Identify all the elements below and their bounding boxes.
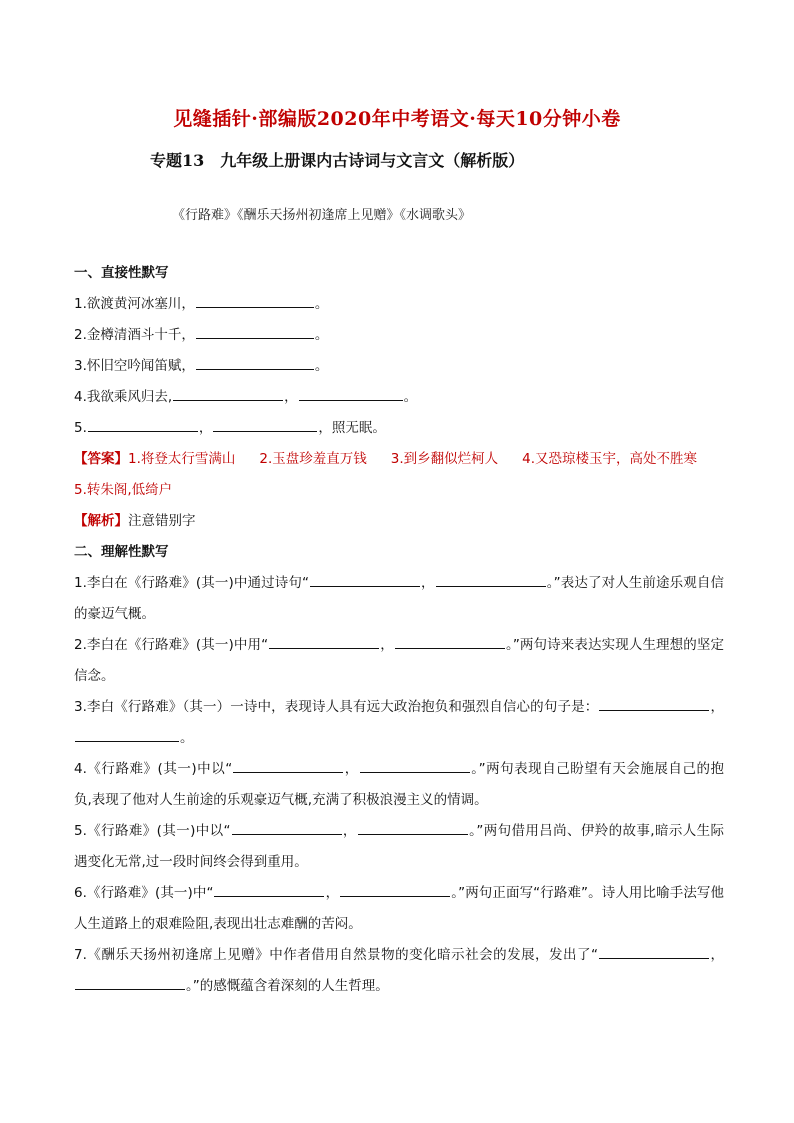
question-text: ，照无眠。 (318, 420, 386, 436)
answer-item: 2.玉盘珍羞直万钱 (259, 451, 367, 467)
answer-blank[interactable] (75, 975, 185, 990)
document-content (74, 258, 724, 1002)
question-text: 5. (74, 420, 87, 436)
answer-block (74, 444, 724, 506)
section1-heading: 一、直接性默写 (74, 265, 169, 281)
answer-blank[interactable] (599, 944, 709, 959)
s1-question-4 (74, 382, 724, 413)
s1-question-1 (74, 289, 724, 320)
question-text: 。”两句诗来表达实现人生理想的坚定信念。 (74, 637, 725, 684)
question-text: 3.李白《行路难》（其一）一诗中，表现诗人具有远大政治抱负和强烈自信心的句子是： (74, 699, 599, 715)
answer-blank[interactable] (310, 572, 420, 587)
answer-blank[interactable] (232, 820, 342, 835)
question-text: 。”两句正面写“行路难”。诗人用比喻手法写他人生道路上的艰难险阻,表现出壮志难酬的苦闷。 (74, 885, 725, 932)
answer-item: 3.到乡翻似烂柯人 (390, 451, 499, 467)
answer-label: 【答案】 (74, 451, 128, 467)
answer-blank[interactable] (599, 696, 709, 711)
question-text: ， (710, 699, 724, 715)
answer-blank[interactable] (196, 355, 314, 370)
question-text: 2.金樽清酒斗十千， (74, 327, 195, 343)
section2-heading: 二、理解性默写 (74, 544, 169, 560)
answer-blank[interactable] (340, 882, 450, 897)
question-text: 。 (403, 389, 418, 405)
question-text: 2.李白在《行路难》(其一)中用“ (74, 637, 269, 653)
answer-blank[interactable] (360, 758, 470, 773)
answer-blank[interactable] (436, 572, 546, 587)
document-title: 见缝插针·部编版2020年中考语文·每天10分钟小卷 (173, 108, 621, 130)
question-text: 。 (314, 358, 329, 374)
question-text: ， (198, 420, 213, 436)
question-text: ， (342, 823, 357, 839)
answer-blank[interactable] (214, 882, 324, 897)
s2-question-3 (74, 692, 724, 754)
s2-question-4 (74, 754, 724, 816)
s2-question-6 (74, 878, 724, 940)
analysis-text: 注意错别字 (128, 513, 196, 529)
answer-blank[interactable] (196, 293, 314, 308)
question-text: 4.《行路难》(其一)中以“ (74, 761, 233, 777)
answer-blank[interactable] (358, 820, 468, 835)
question-text: ， (325, 885, 340, 901)
answer-blank[interactable] (88, 417, 198, 432)
question-text: 。 (314, 296, 329, 312)
s1-question-2 (74, 320, 724, 351)
question-text: 5.《行路难》(其一)中以“ (74, 823, 231, 839)
answer-blank[interactable] (75, 727, 179, 742)
answer-blank[interactable] (395, 634, 505, 649)
question-text: 。 (180, 730, 194, 746)
question-text: 。 (314, 327, 329, 343)
analysis-block (74, 506, 724, 537)
answer-item: 4.又恐琼楼玉宇，高处不胜寒 (522, 451, 698, 467)
poem-list: 《行路难》《酬乐天扬州初逢席上见赠》《水调歌头》 (172, 208, 472, 223)
answer-item: 1.将登太行雪满山 (128, 451, 236, 467)
answer-blank[interactable] (299, 386, 403, 401)
question-text: 。”两句表现自己盼望有天会施展自己的抱负,表现了他对人生前途的乐观豪迈气概,充满了积极浪漫主义的情调。 (74, 761, 725, 808)
answer-blank[interactable] (269, 634, 379, 649)
question-text: 。”两句借用吕尚、伊羚的故事,暗示人生际遇变化无常,过一段时间终会得到重用。 (74, 823, 724, 870)
question-text: 3.怀旧空吟闻笛赋， (74, 358, 195, 374)
question-text: ， (284, 389, 298, 405)
question-text: ， (344, 761, 359, 777)
question-text: 1.李白在《行路难》(其一)中通过诗句“ (74, 575, 309, 591)
s1-question-3 (74, 351, 724, 382)
question-text: ， (420, 575, 435, 591)
s2-question-5 (74, 816, 724, 878)
s2-question-7 (74, 940, 724, 1002)
answer-blank[interactable] (173, 386, 283, 401)
question-text: 。”的感慨蕴含着深刻的人生哲理。 (186, 978, 389, 994)
question-text: ， (380, 637, 394, 653)
document-subtitle: 专题13 九年级上册课内古诗词与文言文（解析版） (150, 151, 525, 170)
answer-blank[interactable] (233, 758, 343, 773)
answer-blank[interactable] (196, 324, 314, 339)
question-text: 。”表达了对人生前途乐观自信的豪迈气概。 (74, 575, 724, 622)
s1-question-5 (74, 413, 724, 444)
analysis-label: 【解析】 (74, 513, 128, 529)
s2-question-1 (74, 568, 724, 630)
question-text: 4.我欲乘风归去, (74, 389, 173, 405)
question-text: 6.《行路难》(其一)中“ (74, 885, 214, 901)
question-text: 1.欲渡黄河冰塞川， (74, 296, 195, 312)
answer-item: 5.转朱阁,低绮户 (74, 482, 173, 498)
question-text: 7.《酬乐天扬州初逢席上见赠》中作者借用自然景物的变化暗示社会的发展，发出了“ (74, 947, 599, 963)
question-text: ， (710, 947, 725, 963)
s2-question-2 (74, 630, 724, 692)
answer-blank[interactable] (213, 417, 317, 432)
